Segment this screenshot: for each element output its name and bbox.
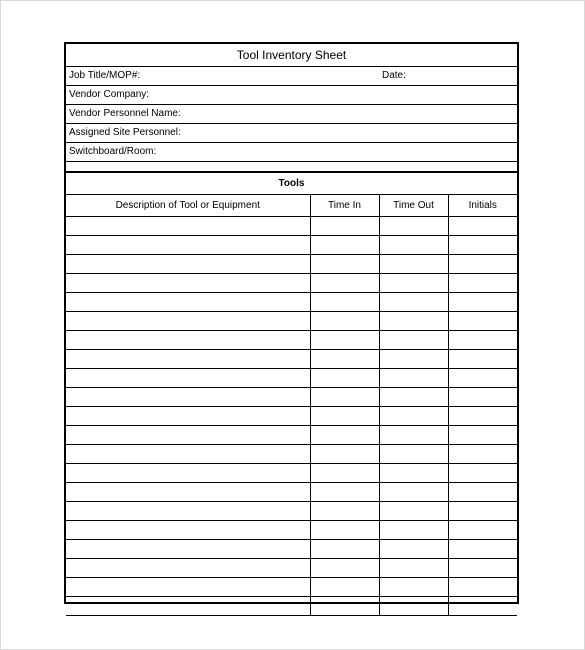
tool-description-cell[interactable] — [66, 350, 310, 369]
table-row — [66, 236, 517, 255]
switchboard-label: Switchboard/Room: — [69, 146, 157, 157]
time-in-cell[interactable] — [310, 464, 379, 483]
time-out-cell[interactable] — [379, 369, 448, 388]
time-out-cell[interactable] — [379, 483, 448, 502]
time-in-cell[interactable] — [310, 540, 379, 559]
tool-description-cell[interactable] — [66, 217, 310, 236]
job-title-row — [66, 66, 517, 86]
tool-description-cell[interactable] — [66, 255, 310, 274]
time-out-cell[interactable] — [379, 597, 448, 616]
vendor-company-label: Vendor Company: — [69, 89, 150, 100]
initials-cell[interactable] — [448, 578, 517, 597]
time-in-cell[interactable] — [310, 559, 379, 578]
time-out-cell[interactable] — [379, 578, 448, 597]
table-row — [66, 369, 517, 388]
column-header-initials: Initials — [448, 194, 517, 217]
table-row — [66, 559, 517, 578]
initials-cell[interactable] — [448, 502, 517, 521]
initials-cell[interactable] — [448, 217, 517, 236]
tool-description-cell[interactable] — [66, 521, 310, 540]
tool-description-cell[interactable] — [66, 578, 310, 597]
table-row — [66, 312, 517, 331]
table-row — [66, 502, 517, 521]
initials-cell[interactable] — [448, 331, 517, 350]
tool-description-cell[interactable] — [66, 426, 310, 445]
table-row — [66, 540, 517, 559]
table-row — [66, 407, 517, 426]
time-in-cell[interactable] — [310, 426, 379, 445]
tool-description-cell[interactable] — [66, 597, 310, 616]
time-out-cell[interactable] — [379, 236, 448, 255]
table-row — [66, 217, 517, 236]
initials-cell[interactable] — [448, 445, 517, 464]
table-header-row — [66, 194, 517, 217]
table-row — [66, 464, 517, 483]
section-divider — [66, 161, 517, 173]
tool-description-cell[interactable] — [66, 369, 310, 388]
initials-cell[interactable] — [448, 236, 517, 255]
tool-description-cell[interactable] — [66, 559, 310, 578]
initials-cell[interactable] — [448, 559, 517, 578]
initials-cell[interactable] — [448, 597, 517, 616]
site-personnel-label: Assigned Site Personnel: — [69, 127, 181, 138]
initials-cell[interactable] — [448, 426, 517, 445]
initials-cell[interactable] — [448, 255, 517, 274]
time-out-cell[interactable] — [379, 521, 448, 540]
time-out-cell[interactable] — [379, 464, 448, 483]
time-out-cell[interactable] — [379, 445, 448, 464]
tool-description-cell[interactable] — [66, 445, 310, 464]
switchboard-row — [66, 142, 517, 162]
column-header-description: Description of Tool or Equipment — [66, 194, 310, 217]
table-row — [66, 331, 517, 350]
time-in-cell[interactable] — [310, 483, 379, 502]
table-row — [66, 578, 517, 597]
time-out-cell[interactable] — [379, 293, 448, 312]
table-row — [66, 274, 517, 293]
initials-cell[interactable] — [448, 312, 517, 331]
time-in-cell[interactable] — [310, 407, 379, 426]
initials-cell[interactable] — [448, 464, 517, 483]
site-personnel-row — [66, 123, 517, 143]
tools-section-title: Tools — [66, 173, 517, 195]
initials-cell[interactable] — [448, 407, 517, 426]
initials-cell[interactable] — [448, 388, 517, 407]
initials-cell[interactable] — [448, 369, 517, 388]
tool-description-cell[interactable] — [66, 312, 310, 331]
tool-description-cell[interactable] — [66, 331, 310, 350]
tool-description-cell[interactable] — [66, 464, 310, 483]
time-in-cell[interactable] — [310, 255, 379, 274]
date-label: Date: — [382, 70, 406, 81]
table-row — [66, 426, 517, 445]
initials-cell[interactable] — [448, 350, 517, 369]
table-row — [66, 388, 517, 407]
initials-cell[interactable] — [448, 540, 517, 559]
tool-description-cell[interactable] — [66, 407, 310, 426]
tool-description-cell[interactable] — [66, 388, 310, 407]
tool-inventory-form — [64, 42, 519, 604]
form-title: Tool Inventory Sheet — [66, 44, 517, 67]
tools-table — [66, 194, 517, 616]
time-in-cell[interactable] — [310, 369, 379, 388]
time-in-cell[interactable] — [310, 312, 379, 331]
time-in-cell[interactable] — [310, 217, 379, 236]
vendor-company-row — [66, 85, 517, 105]
time-out-cell[interactable] — [379, 312, 448, 331]
table-row — [66, 521, 517, 540]
time-out-cell[interactable] — [379, 407, 448, 426]
table-row — [66, 293, 517, 312]
vendor-personnel-row — [66, 104, 517, 124]
time-in-cell[interactable] — [310, 388, 379, 407]
initials-cell[interactable] — [448, 274, 517, 293]
initials-cell[interactable] — [448, 483, 517, 502]
table-row — [66, 445, 517, 464]
time-in-cell[interactable] — [310, 350, 379, 369]
time-in-cell[interactable] — [310, 578, 379, 597]
tool-description-cell[interactable] — [66, 236, 310, 255]
time-in-cell[interactable] — [310, 521, 379, 540]
time-out-cell[interactable] — [379, 388, 448, 407]
column-header-time-in: Time In — [310, 194, 379, 217]
table-row — [66, 597, 517, 616]
tool-description-cell[interactable] — [66, 274, 310, 293]
time-out-cell[interactable] — [379, 540, 448, 559]
table-row — [66, 483, 517, 502]
tool-rows — [66, 217, 517, 616]
time-out-cell[interactable] — [379, 502, 448, 521]
vendor-personnel-label: Vendor Personnel Name: — [69, 108, 181, 119]
table-row — [66, 350, 517, 369]
initials-cell[interactable] — [448, 521, 517, 540]
time-in-cell[interactable] — [310, 502, 379, 521]
tool-description-cell[interactable] — [66, 293, 310, 312]
time-out-cell[interactable] — [379, 426, 448, 445]
time-out-cell[interactable] — [379, 217, 448, 236]
column-header-time-out: Time Out — [379, 194, 448, 217]
table-row — [66, 255, 517, 274]
tool-description-cell[interactable] — [66, 540, 310, 559]
time-in-cell[interactable] — [310, 236, 379, 255]
time-in-cell[interactable] — [310, 293, 379, 312]
time-out-cell[interactable] — [379, 350, 448, 369]
time-out-cell[interactable] — [379, 331, 448, 350]
time-out-cell[interactable] — [379, 274, 448, 293]
job-title-label: Job Title/MOP#: — [69, 70, 141, 81]
time-in-cell[interactable] — [310, 597, 379, 616]
tool-description-cell[interactable] — [66, 483, 310, 502]
tool-description-cell[interactable] — [66, 502, 310, 521]
time-in-cell[interactable] — [310, 445, 379, 464]
time-in-cell[interactable] — [310, 274, 379, 293]
time-out-cell[interactable] — [379, 255, 448, 274]
time-in-cell[interactable] — [310, 331, 379, 350]
time-out-cell[interactable] — [379, 559, 448, 578]
initials-cell[interactable] — [448, 293, 517, 312]
